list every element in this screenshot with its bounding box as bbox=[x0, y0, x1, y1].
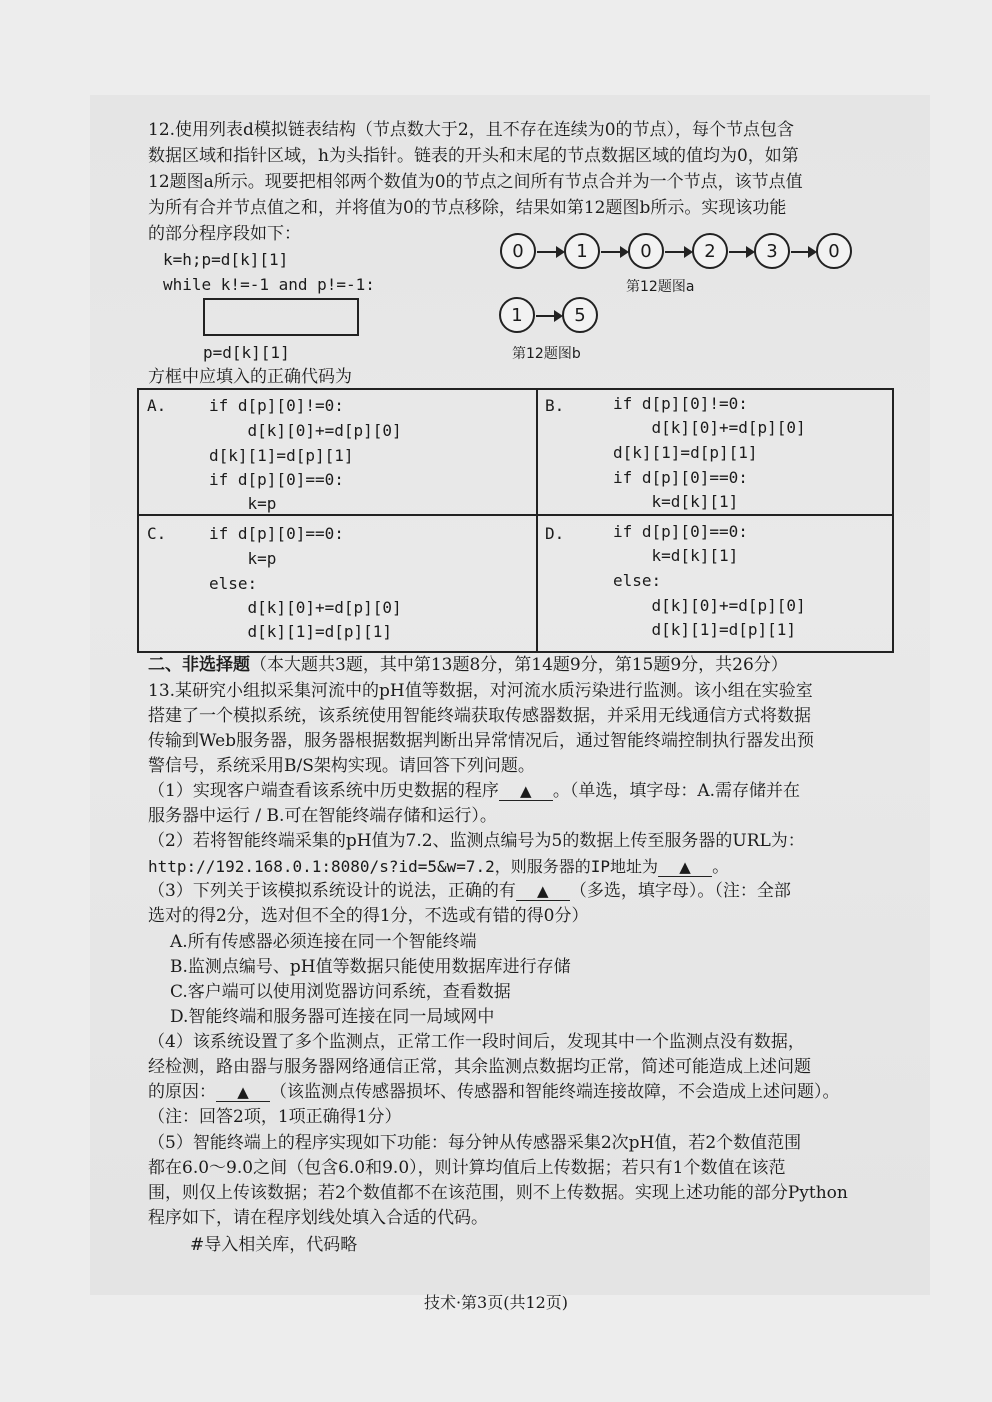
option-b-code-line: if d[p][0]!=0: bbox=[613, 394, 748, 413]
q13-p4-reason-line bbox=[148, 1080, 908, 1105]
q13-intro-line: 搭建了一个模拟系统，该系统使用智能终端获取传感器数据，并采用无线通信方式将数据 bbox=[148, 706, 811, 726]
q13-p3-text: （多选，填字母）。（注：全部 bbox=[569, 881, 791, 901]
q13-p4-note: （注：回答2项，1项正确得1分） bbox=[148, 1107, 402, 1127]
option-b-code-line: if d[p][0]==0: bbox=[613, 468, 748, 487]
code-init: k=h;p=d[k][1] bbox=[163, 250, 289, 269]
section2-heading bbox=[148, 653, 908, 678]
q12-line-5: 的部分程序段如下： bbox=[148, 224, 301, 244]
option-c-code-line: d[k][0]+=d[p][0] bbox=[209, 598, 402, 617]
q13-part5: （5）智能终端上的程序实现如下功能：每分钟从传感器采集2次pH值，若2个数值范围 bbox=[148, 1133, 802, 1153]
q13-p5-comment: #导入相关库，代码略 bbox=[190, 1235, 358, 1255]
answer-blank: ▲ bbox=[499, 782, 553, 801]
q13-p3-option: B.监测点编号、pH值等数据只能使用数据库进行存储 bbox=[170, 957, 571, 977]
arrow-icon bbox=[601, 251, 627, 253]
q13-p5-line: 都在6.0～9.0之间（包含6.0和9.0），则计算均值后上传数据；若只有1个数值在该范 bbox=[148, 1158, 786, 1178]
q12-line-3: 12题图a所示。现要把相邻两个数值为0的节点之间所有节点合并为一个节点，该节点值 bbox=[148, 172, 803, 192]
q13-p1-text: （1）实现客户端查看该系统中历史数据的程序 bbox=[148, 781, 499, 801]
q13-intro-line: 警信号，系统采用B/S架构实现。请回答下列问题。 bbox=[148, 756, 535, 776]
q13-p2-url-line bbox=[148, 854, 908, 880]
q12-line-1: 12.使用列表d模拟链表结构（节点数大于2，且不存在连续为0的节点），每个节点包含 bbox=[148, 120, 795, 140]
option-b-code-line: d[k][0]+=d[p][0] bbox=[613, 418, 806, 437]
q13-p4-text: 的原因： bbox=[148, 1082, 216, 1102]
options-table bbox=[137, 388, 894, 653]
fig-b-caption: 第12题图b bbox=[512, 346, 581, 362]
answer-blank: ▲ bbox=[516, 882, 570, 901]
option-d-code-line: d[k][0]+=d[p][0] bbox=[613, 596, 806, 615]
option-d-code-line: if d[p][0]==0: bbox=[613, 522, 748, 541]
fig-a-node: 1 bbox=[564, 233, 600, 269]
option-d-code-line: k=d[k][1] bbox=[613, 546, 739, 565]
option-a-code-line: if d[p][0]!=0: bbox=[209, 396, 344, 415]
fig-b-node: 1 bbox=[499, 297, 535, 333]
table-divider bbox=[536, 390, 538, 651]
q13-intro-line: 13.某研究小组拟采集河流中的pH值等数据，对河流水质污染进行监测。该小组在实验室 bbox=[148, 681, 813, 701]
q13-part4: （4）该系统设置了多个监测点，正常工作一段时间后，发现其中一个监测点没有数据， bbox=[148, 1032, 805, 1052]
section2-desc: （本大题共3题，其中第13题8分，第14题9分，第15题9分，共26分） bbox=[250, 655, 788, 675]
q13-p2-url: http://192.168.0.1:8080/s?id=5&w=7.2，则服务器的IP地址为 bbox=[148, 857, 659, 876]
option-b-code-line: d[k][1]=d[p][1] bbox=[613, 443, 758, 462]
code-while: while k!=-1 and p!=-1: bbox=[163, 275, 375, 294]
q13-p1-cont: 服务器中运行 / B.可在智能终端存储和运行）。 bbox=[148, 806, 497, 826]
q12-question: 方框中应填入的正确代码为 bbox=[148, 367, 352, 387]
option-a-code-line: if d[p][0]==0: bbox=[209, 470, 344, 489]
code-advance: p=d[k][1] bbox=[203, 343, 290, 362]
q13-p2-text: 。 bbox=[712, 857, 730, 877]
code-blank-box bbox=[203, 298, 359, 336]
q13-p5-line: 围，则仅上传该数据；若2个数值都不在该范围，则不上传数据。实现上述功能的部分Python bbox=[148, 1183, 848, 1203]
table-divider bbox=[139, 514, 892, 516]
q13-part2: （2）若将智能终端采集的pH值为7.2、监测点编号为5的数据上传至服务器的URL为： bbox=[148, 831, 805, 851]
q13-part3 bbox=[148, 879, 908, 904]
arrow-icon bbox=[537, 251, 563, 253]
q13-p3-option: C.客户端可以使用浏览器访问系统，查看数据 bbox=[170, 982, 511, 1002]
fig-a-node: 3 bbox=[754, 233, 790, 269]
section2-title: 二、非选择题 bbox=[148, 655, 250, 675]
option-c-code-line: if d[p][0]==0: bbox=[209, 524, 344, 543]
fig-b-node: 5 bbox=[562, 297, 598, 333]
option-c-code-line: k=p bbox=[209, 549, 277, 568]
fig-a-node: 2 bbox=[692, 233, 728, 269]
fig-a-node: 0 bbox=[816, 233, 852, 269]
q13-p4-line: 经检测，路由器与服务器网络通信正常，其余监测点数据均正常，简述可能造成上述问题 bbox=[148, 1057, 811, 1077]
fig-a-node: 0 bbox=[500, 233, 536, 269]
q13-part1 bbox=[148, 779, 908, 804]
answer-blank: ▲ bbox=[216, 1083, 270, 1102]
q13-p3-note: 选对的得2分，选对但不全的得1分，不选或有错的得0分） bbox=[148, 906, 589, 926]
q13-p4-text: （该监测点传感器损坏、传感器和智能终端连接故障，不会造成上述问题）。 bbox=[270, 1082, 840, 1102]
option-b-label: B. bbox=[545, 396, 565, 415]
option-d-code-line: else: bbox=[613, 571, 662, 590]
option-a-code-line: k=p bbox=[209, 494, 277, 513]
option-b-code-line: k=d[k][1] bbox=[613, 492, 739, 511]
q13-p3-option: A.所有传感器必须连接在同一个智能终端 bbox=[170, 932, 477, 952]
option-a-label: A. bbox=[147, 396, 167, 415]
option-c-label: C. bbox=[147, 524, 167, 543]
fig-a-node: 0 bbox=[628, 233, 664, 269]
option-c-code-line: d[k][1]=d[p][1] bbox=[209, 622, 393, 641]
arrow-icon bbox=[791, 251, 815, 253]
q13-p3-option: D.智能终端和服务器可连接在同一局域网中 bbox=[170, 1007, 495, 1027]
arrow-icon bbox=[729, 251, 753, 253]
answer-blank: ▲ bbox=[658, 858, 712, 877]
fig-a-caption: 第12题图a bbox=[626, 279, 695, 295]
page-footer: 技术·第3页(共12页) bbox=[423, 1293, 569, 1312]
q13-p3-text: （3）下列关于该模拟系统设计的说法，正确的有 bbox=[148, 881, 516, 901]
q13-p1-text: 。（单选，填字母：A.需存储并在 bbox=[552, 781, 801, 801]
option-d-label: D. bbox=[545, 524, 565, 543]
q13-p5-line: 程序如下，请在程序划线处填入合适的代码。 bbox=[148, 1208, 488, 1228]
option-d-code-line: d[k][1]=d[p][1] bbox=[613, 620, 797, 639]
q12-line-4: 为所有合并节点值之和，并将值为0的节点移除，结果如第12题图b所示。实现该功能 bbox=[148, 198, 787, 218]
q12-line-2: 数据区域和指针区域，h为头指针。链表的开头和末尾的节点数据区域的值均为0，如第 bbox=[148, 146, 799, 166]
option-a-code-line: d[k][1]=d[p][1] bbox=[209, 446, 354, 465]
arrow-icon bbox=[536, 315, 561, 317]
option-a-code-line: d[k][0]+=d[p][0] bbox=[209, 421, 402, 440]
q13-intro-line: 传输到Web服务器，服务器根据数据判断出异常情况后，通过智能终端控制执行器发出预 bbox=[148, 731, 815, 751]
arrow-icon bbox=[665, 251, 691, 253]
option-c-code-line: else: bbox=[209, 574, 258, 593]
